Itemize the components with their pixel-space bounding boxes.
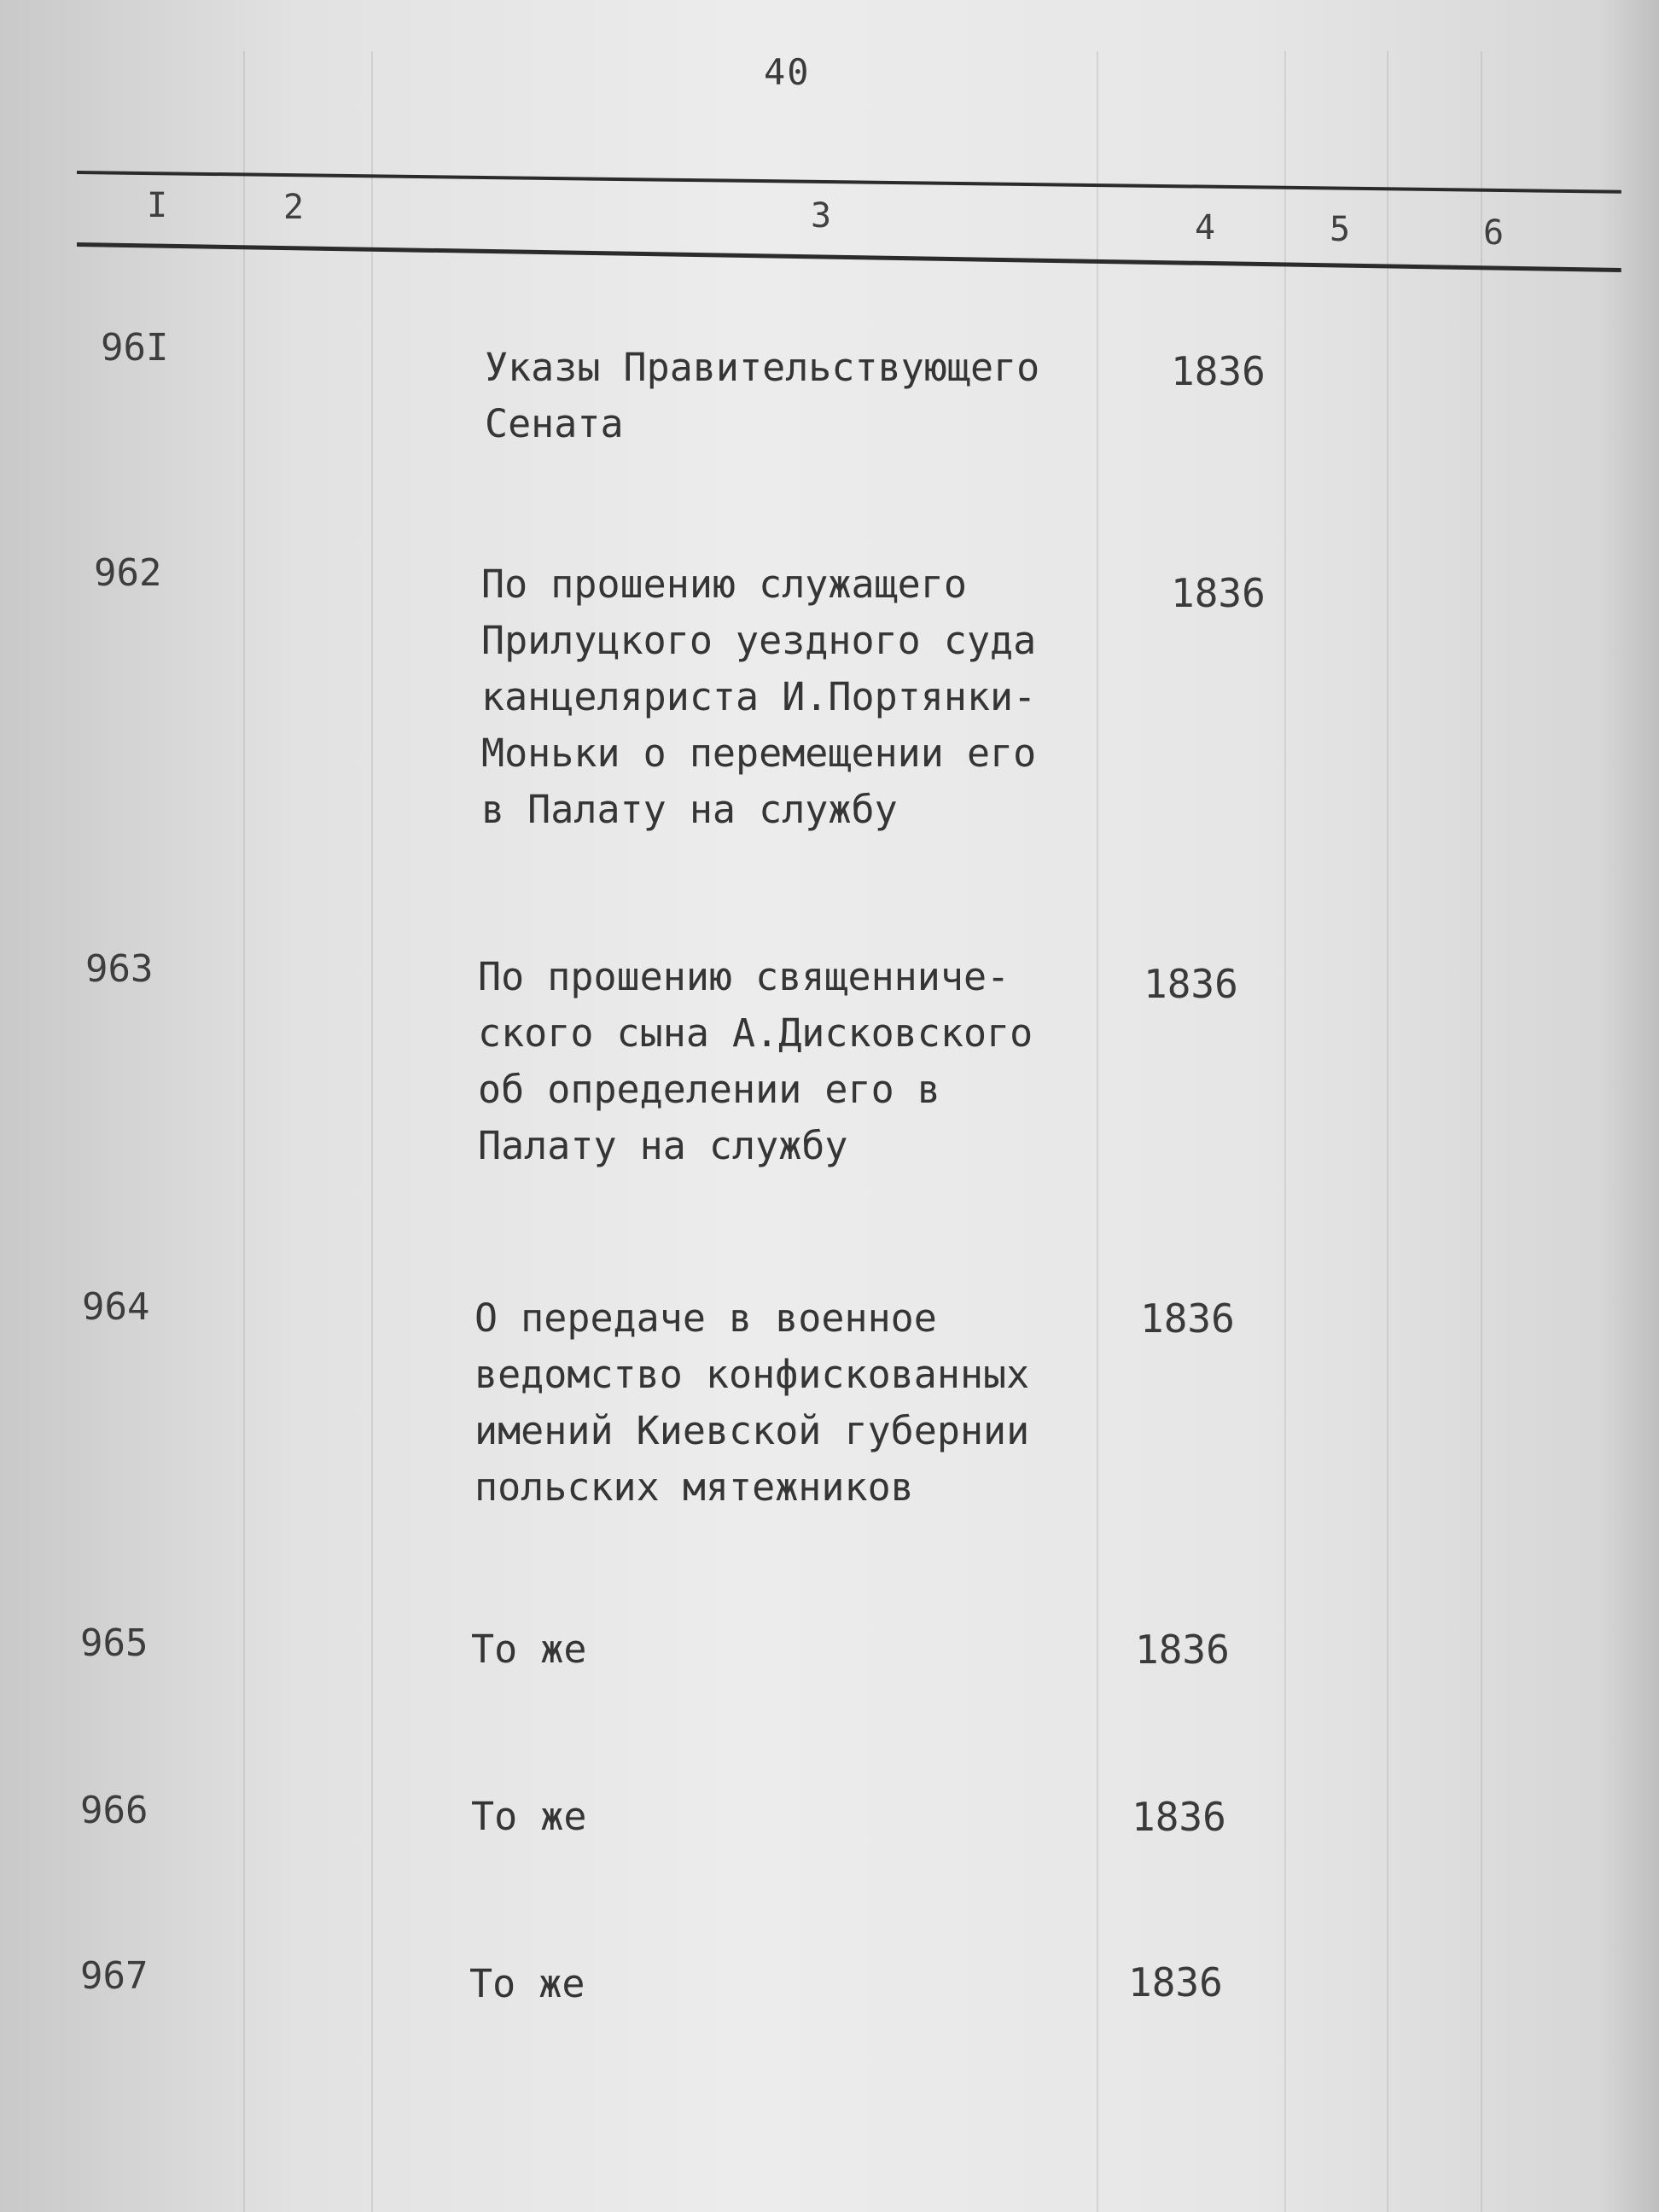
row-title [485,340,1099,452]
row-title-line: ведомство конфискованных [474,1352,1030,1397]
row-title [481,556,1096,838]
column-divider [1387,51,1388,2212]
row-number: 964 [82,1285,150,1329]
header-bottom-rule [77,242,1621,272]
row-title-line: канцеляриста И.Портянки- [481,674,1037,719]
row-title [471,1621,1086,1678]
row-number: 967 [80,1954,148,1998]
row-title-line: То же [469,1961,585,2006]
column-header-5: 5 [1330,210,1351,249]
row-title-line: в Палату на службу [481,787,898,832]
row-title-line: польских мятежников [474,1464,914,1510]
row-year: 1836 [1140,1295,1235,1342]
row-year: 1836 [1144,961,1238,1007]
column-header-2: 2 [283,188,305,227]
row-title-line: По прошению священниче- [478,954,1010,999]
row-number: 966 [80,1789,148,1832]
column-divider [371,51,373,2212]
column-header-3: 3 [811,196,832,236]
row-title-line: То же [471,1794,587,1839]
row-title-line: О передаче в военное [474,1295,937,1341]
row-title-line: По прошению служащего [481,562,967,607]
row-title-line: Сената [485,401,624,446]
row-year: 1836 [1171,348,1266,394]
column-divider [243,51,245,2212]
row-title-line: об определении его в [478,1067,940,1112]
row-title-line: То же [471,1627,587,1672]
column-divider [1481,51,1482,2212]
row-number: 96I [101,326,169,370]
row-title [469,1956,1084,2012]
row-title-line: имений Киевской губернии [474,1408,1030,1453]
row-title-line: Указы Правительствующего [485,345,1040,390]
column-header-4: 4 [1195,208,1216,247]
row-year: 1836 [1135,1627,1230,1673]
column-header-1: I [147,186,168,225]
row-year: 1836 [1171,570,1266,616]
row-number: 965 [80,1621,148,1665]
row-title-line: Прилуцкого уездного суда [481,618,1037,663]
row-title-line: ского сына А.Дисковского [478,1010,1033,1056]
row-title [474,1290,1089,1516]
header-top-rule [77,171,1621,194]
row-title-line: Моньки о перемещении его [481,731,1037,776]
page-edge-shadow [1599,0,1659,2212]
row-title-line: Палату на службу [478,1123,848,1168]
row-number: 962 [94,551,162,595]
row-year: 1836 [1128,1959,1223,2005]
row-number: 963 [85,947,154,991]
page-number: 40 [764,51,811,93]
row-title [478,949,1092,1174]
row-year: 1836 [1132,1794,1226,1840]
column-divider [1284,51,1286,2212]
row-title [471,1789,1086,1845]
column-header-6: 6 [1483,213,1505,253]
